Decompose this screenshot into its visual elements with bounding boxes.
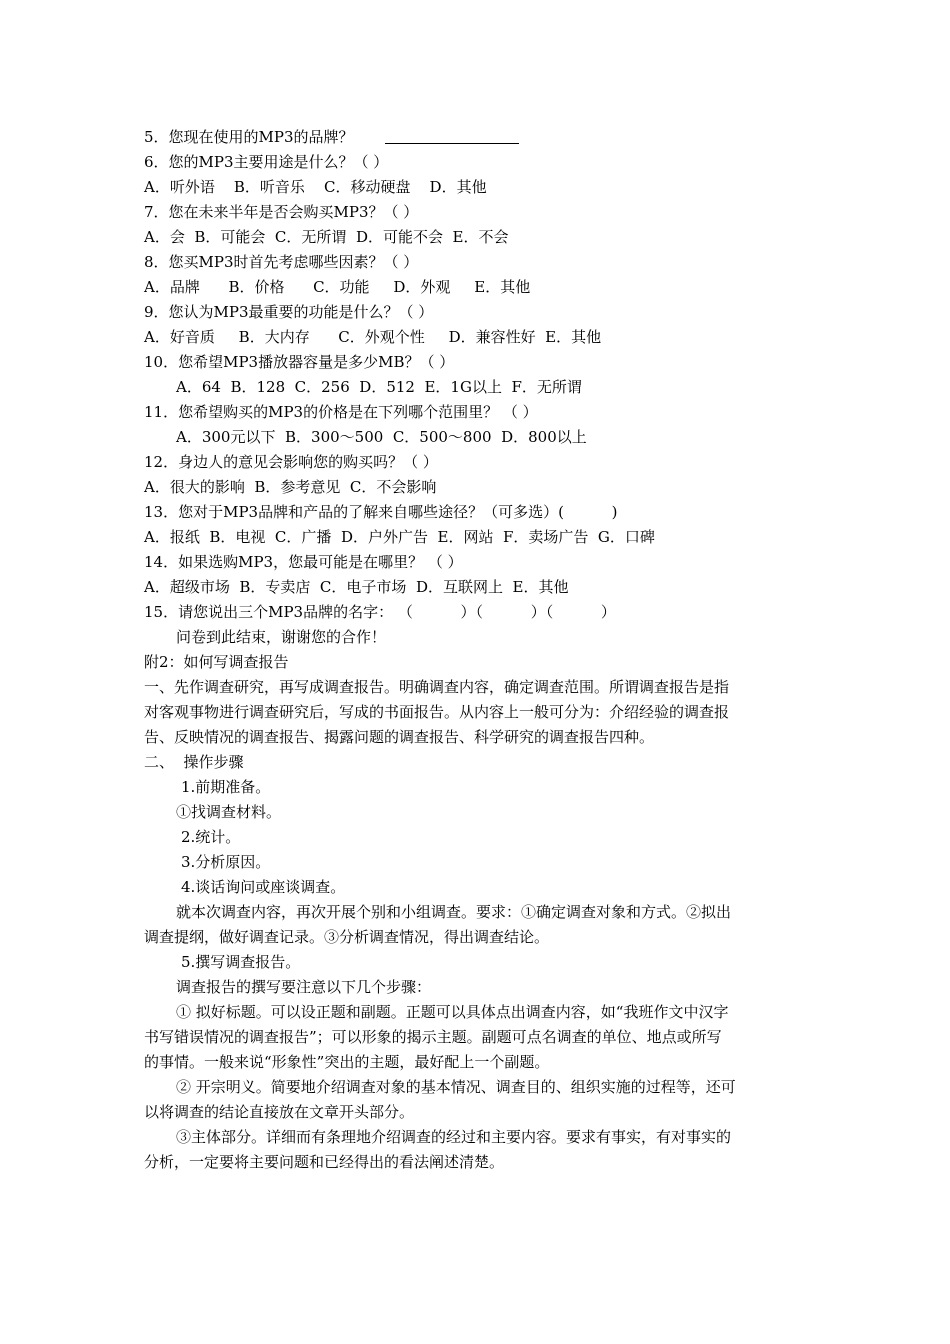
step-4: 4.谈话询问或座谈调查。	[181, 878, 346, 896]
appendix-line: 对客观事物进行调查研究后，写成的书面报告。从内容上一般可分为：介绍经验的调查报	[144, 703, 730, 721]
options-8: A．品牌 B．价格 C．功能 D．外观 E．其他	[144, 278, 531, 296]
question-7: 7．您在未来半年是否会购买MP3？（ ）	[144, 203, 419, 221]
options-10: A．64 B．128 C．256 D．512 E．1G以上 F．无所谓	[176, 378, 582, 396]
appendix-line: 告、反映情况的调查报告、揭露问题的调查报告、科学研究的调查报告四种。	[144, 728, 655, 746]
question-15: 15．请您说出三个MP3品牌的名字： （ ）（ ）（ ）	[144, 603, 616, 621]
answer-blank-line	[385, 143, 519, 144]
section-heading-steps: 二、 操作步骤	[144, 753, 244, 771]
appendix-line: 调查提纲，做好调查记录。③分析调查情况，得出调查结论。	[144, 928, 550, 946]
appendix-line: 分析，一定要将主要问题和已经得出的看法阐述清楚。	[144, 1153, 505, 1171]
appendix-line: 就本次调查内容，再次开展个别和小组调查。要求：①确定调查对象和方式。②拟出	[176, 903, 732, 921]
appendix-line: 以将调查的结论直接放在文章开头部分。	[144, 1103, 415, 1121]
closing-text: 问卷到此结束，谢谢您的合作！	[176, 628, 387, 646]
appendix-line: 书写错误情况的调查报告”；可以形象的揭示主题。副题可点名调查的单位、地点或所写	[144, 1028, 722, 1046]
appendix-line: ③主体部分。详细而有条理地介绍调查的经过和主要内容。要求有事实，有对事实的	[176, 1128, 732, 1146]
options-12: A．很大的影响 B．参考意见 C．不会影响	[144, 478, 437, 496]
options-11: A．300元以下 B．300～500 C．500～800 D．800以上	[176, 428, 587, 446]
step-3: 3.分析原因。	[181, 853, 271, 871]
step-2: 2.统计。	[181, 828, 241, 846]
appendix-line: ① 拟好标题。可以设正题和副题。正题可以具体点出调查内容，如“我班作文中汉字	[176, 1003, 729, 1021]
appendix-line: 的事情。一般来说“形象性”突出的主题，最好配上一个副题。	[144, 1053, 550, 1071]
step-1-sub: ①找调查材料。	[176, 803, 282, 821]
options-9: A．好音质 B．大内存 C．外观个性 D．兼容性好 E．其他	[144, 328, 602, 346]
question-12: 12．身边人的意见会影响您的购买吗？（ ）	[144, 453, 438, 471]
question-5: 5．您现在使用的MP3的品牌？	[144, 128, 354, 146]
question-10: 10．您希望MP3播放器容量是多少MB？（ ）	[144, 353, 455, 371]
options-14: A．超级市场 B．专卖店 C．电子市场 D．互联网上 E．其他	[144, 578, 569, 596]
step-5: 5.撰写调查报告。	[181, 953, 301, 971]
question-11: 11．您希望购买的MP3的价格是在下列哪个范围里？ （ ）	[144, 403, 538, 421]
question-9: 9．您认为MP3最重要的功能是什么？（ ）	[144, 303, 434, 321]
appendix-line: 一、先作调查研究，再写成调查报告。明确调查内容，确定调查范围。所谓调查报告是指	[144, 678, 730, 696]
question-8: 8．您买MP3时首先考虑哪些因素？（ ）	[144, 253, 419, 271]
appendix-title: 附2：如何写调查报告	[144, 653, 289, 671]
options-6: A．听外语 B．听音乐 C．移动硬盘 D．其他	[144, 178, 487, 196]
question-13: 13．您对于MP3品牌和产品的了解来自哪些途径？（可多选）( )	[144, 503, 618, 521]
appendix-line: ② 开宗明义。简要地介绍调查对象的基本情况、调查目的、组织实施的过程等，还可	[176, 1078, 736, 1096]
options-7: A．会 B．可能会 C．无所谓 D．可能不会 E．不会	[144, 228, 509, 246]
question-14: 14．如果选购MP3，您最可能是在哪里？ （ ）	[144, 553, 463, 571]
options-13: A．报纸 B．电视 C．广播 D．户外广告 E．网站 F．卖场广告 G．口碑	[144, 528, 655, 546]
step-1: 1.前期准备。	[181, 778, 271, 796]
appendix-line: 调查报告的撰写要注意以下几个步骤：	[176, 978, 432, 996]
question-6: 6．您的MP3主要用途是什么？（ ）	[144, 153, 389, 171]
